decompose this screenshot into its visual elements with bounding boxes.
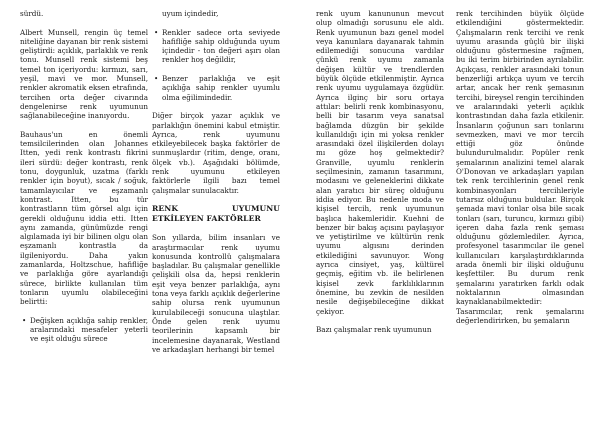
paragraph: Diğer birçok yazar açıklık ve parlaklığın önemini kabul etmiştir. Ayrıca, renk uyumunu etkileyebilecek başka faktörler de sunmuşlardır (ritim, denge, oranı, ölçek vb.). Aşağıdaki bölümde, renk uyumunu etkileyen faktörlerle ilgili bazı temel çalışmalar sunulacaktır.	[152, 111, 280, 195]
paragraph: renk uyum kanununun mevcut olup olmadığı sorusunu ele aldı. Renk uyumunun bazı genel model veya kanunlara dayanarak tahmin edilemediği sonucuna vardılar çünkü renk uyumu zamanla değişen kültür ve trendlerden büyük ölçüde etkilenmiştir. Ayrıca renk uyumu uygulamaya özgüdür. Ayrıca ilginç bir soru ortaya attılar: belirli renk kombinasyonu, belli bir tasarım veya sanatsal bağlamda düzgün bir şekilde kullanıldığı için mi yoksa renkler arasındaki özel ilişkilerden dolayı mı göze hoş gelmektedir? Granville, uyumlu renklerin seçilmesinin, zamanın tasarımını, modasını ve geleneklerini dikkate alan yaratıcı bir süreç olduğunu iddia ediyor. Bu nedenle moda ve kişisel tercih, renk uyumunun başlıca hakemleridir. Kuehni de benzer bir bakış açısını paylaşıyor ve yetiştirilme ve kültürün renk uyumu algısını derinden etkilediğini savunuyor. Wong ayrıca cinsiyet, yaş, kültürel geçmiş, eğitim vb. ile belirlenen kişisel zevk farklılıklarının önemine, bu zevkin de nesilden nesile değişebileceğine dikkat çekiyor.	[316, 9, 444, 316]
column-3	[316, 9, 444, 344]
section-heading: RENK UYUMUNU ETKİLEYEN FAKTÖRLER	[152, 204, 280, 224]
paragraph: Albert Munsell, rengin üç temel niteliğine dayanan bir renk sistemi geliştirdi: açıklık, parlaklık ve renk tonu. Munsell renk sistemi beş temel ton içeriyordu: kırmızı, sarı, yeşil, mavi ve mor. Munsell, renkler akromatik eksen etrafında, tercihen orta değer civarında dengelenirse renk uyumunun sağlanabileceğine inanıyordu.	[20, 27, 148, 121]
column-4	[456, 9, 584, 334]
column-1	[20, 9, 148, 353]
bullet-item: • Benzer parlaklığa ve eşit açıklığa sahip renkler uyumlu olma eğilimindedir.	[152, 74, 280, 102]
column-2	[152, 9, 280, 363]
bullet-list	[152, 28, 280, 102]
bullet-item: • Değişken açıklığa sahip renkler, aralarındaki mesafeler yeterli ve eşit olduğu sürece	[20, 316, 148, 344]
paragraph: Bazı çalışmalar renk uyumunun	[316, 325, 432, 335]
paragraph: Son yıllarda, bilim insanları ve araştırmacılar renk uyumu konusunda kontrollü çalışmalara başladılar. Bu çalışmalar genellikle çelişkili olsa da, hepsi renklerin eşit veya benzer parlaklığa, aynı tona veya farklı açıklık değerlerine sahip olursa renk uyumunun kurulabileceği sonucuna ulaştılar. Önde gelen renk uyumu teorilerinin kapsamlı bir incelemesine dayanarak, Westland ve arkadaşları herhangi bir temel	[152, 233, 280, 354]
paragraph: Bauhaus'un en önemli temsilcilerinden olan Johannes Itten, yedi renk kontrastı fikrini ileri sürdü: değer kontrastı, renk tonu, doygunluk, uzatma (farklı renkler için boyut), sıcak / soğuk, tamamlayıcılar ve eşzamanlı kontrast. Itten, bu tür kontrastların tüm görsel algı için gerekli olduğunu iddia etti. Itten aynı zamanda, günümüzde rengi algılamada iyi bir bilinen olgu olan eşzamanlı kontrastla da ilgileniyordu. Daha yakın zamanlarda, Holtzschue, hafifliğe ve parlaklığa göre ayarlandığı sürece, birlikte kullanılan tüm tonların uyumlu olabileceğini belirtti:	[20, 129, 148, 307]
paragraph: uyum içindedir,	[162, 9, 219, 18]
paragraph: renk tercihinden büyük ölçüde etkilendiğini göstermektedir. Çalışmaların renk tercihi ve renk uyumu arasında güçlü bir ilişki olduğunu göstermesine rağmen, bu iki terim birbirinden ayrılabilir. Açıkçası, renkler arasındaki tonun benzerliği artıkça uyum ve tercih artar, ancak her renk şemasının tercihi, bireysel rengin tercihinden ve aralarındaki yeterli açıklık kontrastından daha fazla etkilenir. İnsanların çoğunun sarı tonlarını sevmezken, mavi ve mor tercih ettiği göz önünde bulundurulmalıdır. Popüler renk şemalarının analizini temel alarak O'Donovan ve arkadaşları yapılan tek renk tercihlerinin genel renk kombinasyonları tercihleriyle tutarsız olduğunu buldular. Birçok şemada mavi tonlar olsa bile sıcak tonları (sarı, turuncu, kırmızı gibi) içeren daha fazla renk şeması olduğunu gözlemlediler. Ayrıca, profesyonel tasarımcılar ile genel kullanıcıları karşılaştırdıklarında arada önemli bir ilişki olduğunu keşfettiler. Bu durum renk şemalarını yaratırken farklı odak noktalarının olmasından kaynaklanabilmektedir: Tasarımcılar, renk şemalarını değerlendirirken, bu şemaların	[456, 9, 584, 325]
paragraph: sürdü.	[20, 9, 44, 18]
bullet-list	[20, 316, 148, 344]
bullet-item: • Renkler sadece orta seviyede hafifliğe sahip olduğunda uyum içindedir - ton değeri aşırı olan renkler hoş değildir,	[152, 28, 280, 65]
